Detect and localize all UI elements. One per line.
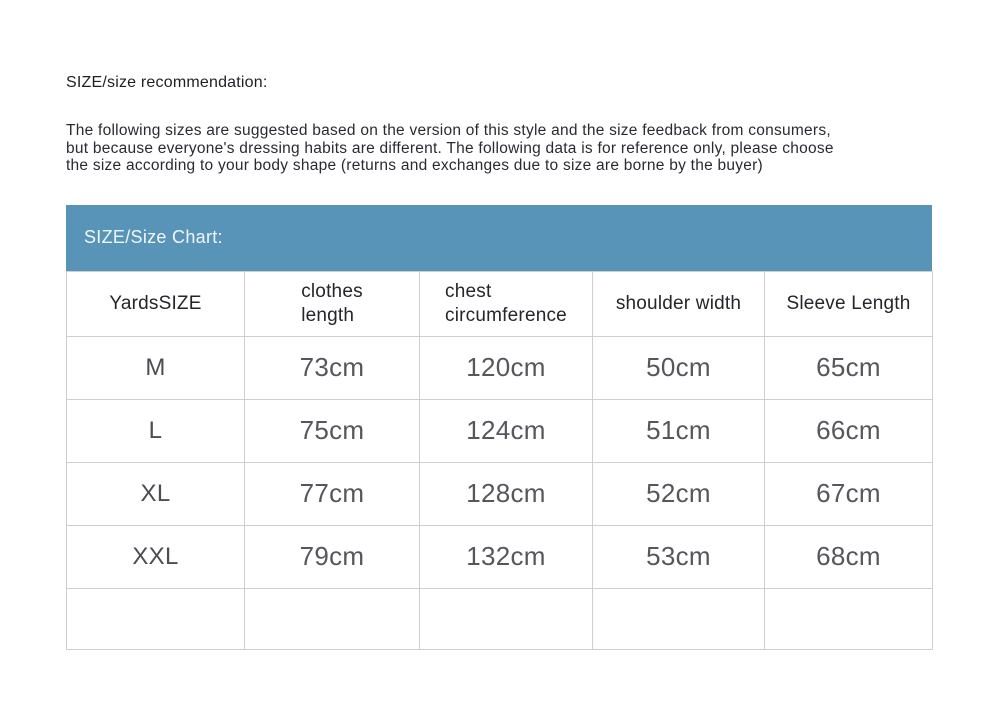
clothes-length-value: 77cm <box>245 462 420 525</box>
paragraph-line: the size according to your body shape (returns and exchanges due to size are borne by the buyer) <box>66 157 763 174</box>
column-header-chest-circumference <box>420 271 593 336</box>
column-header-label: shoulder width <box>615 292 742 314</box>
sleeve-length-value: 67cm <box>765 462 933 525</box>
shoulder-width-value: 51cm <box>593 399 765 462</box>
empty-cell <box>593 588 765 649</box>
chest-circumference-value: 128cm <box>420 462 593 525</box>
column-header-sleeve-length <box>765 271 933 336</box>
table-header-row <box>67 271 933 336</box>
size-value: XXL <box>67 525 245 588</box>
chest-circumference-value: 132cm <box>420 525 593 588</box>
clothes-length-value: 75cm <box>245 399 420 462</box>
column-header-label: clothes <box>301 281 363 303</box>
shoulder-width-value: 53cm <box>593 525 765 588</box>
size-value: L <box>67 399 245 462</box>
shoulder-width-value: 52cm <box>593 462 765 525</box>
column-header-label: chest <box>445 281 492 303</box>
size-value: M <box>67 336 245 399</box>
clothes-length-value: 73cm <box>245 336 420 399</box>
table-row-xxl <box>67 525 933 588</box>
column-header-label: Sleeve Length <box>786 292 911 314</box>
chest-circumference-value: 120cm <box>420 336 593 399</box>
paragraph-line: The following sizes are suggested based on the version of this style and the size feedback from consumers, <box>66 122 831 139</box>
size-chart-table <box>66 271 933 650</box>
sleeve-length-value: 66cm <box>765 399 933 462</box>
column-header-label: circumference <box>445 304 567 326</box>
paragraph-line: but because everyone's dressing habits are different. The following data is for reference only, please choose <box>66 139 834 157</box>
column-header-clothes-length <box>245 271 420 336</box>
empty-cell <box>245 588 420 649</box>
size-value: XL <box>67 462 245 525</box>
table-row-l <box>67 399 933 462</box>
column-header-label: length <box>301 304 355 326</box>
size-chart-title: SIZE/Size Chart: <box>84 227 223 247</box>
size-recommendation-paragraph <box>66 122 1000 175</box>
column-header-size <box>67 271 245 336</box>
clothes-length-value: 79cm <box>245 525 420 588</box>
shoulder-width-value: 50cm <box>593 336 765 399</box>
chest-circumference-value: 124cm <box>420 399 593 462</box>
empty-cell <box>67 588 245 649</box>
empty-cell <box>420 588 593 649</box>
table-row-xl <box>67 462 933 525</box>
size-recommendation-heading: SIZE/size recommendation: <box>66 74 268 91</box>
column-header-shoulder-width <box>593 271 765 336</box>
column-header-label: YardsSIZE <box>109 292 202 314</box>
sleeve-length-value: 68cm <box>765 525 933 588</box>
table-row-m <box>67 336 933 399</box>
empty-cell <box>765 588 933 649</box>
size-chart-title-bar <box>66 205 932 271</box>
table-row-empty <box>67 588 933 649</box>
sleeve-length-value: 65cm <box>765 336 933 399</box>
